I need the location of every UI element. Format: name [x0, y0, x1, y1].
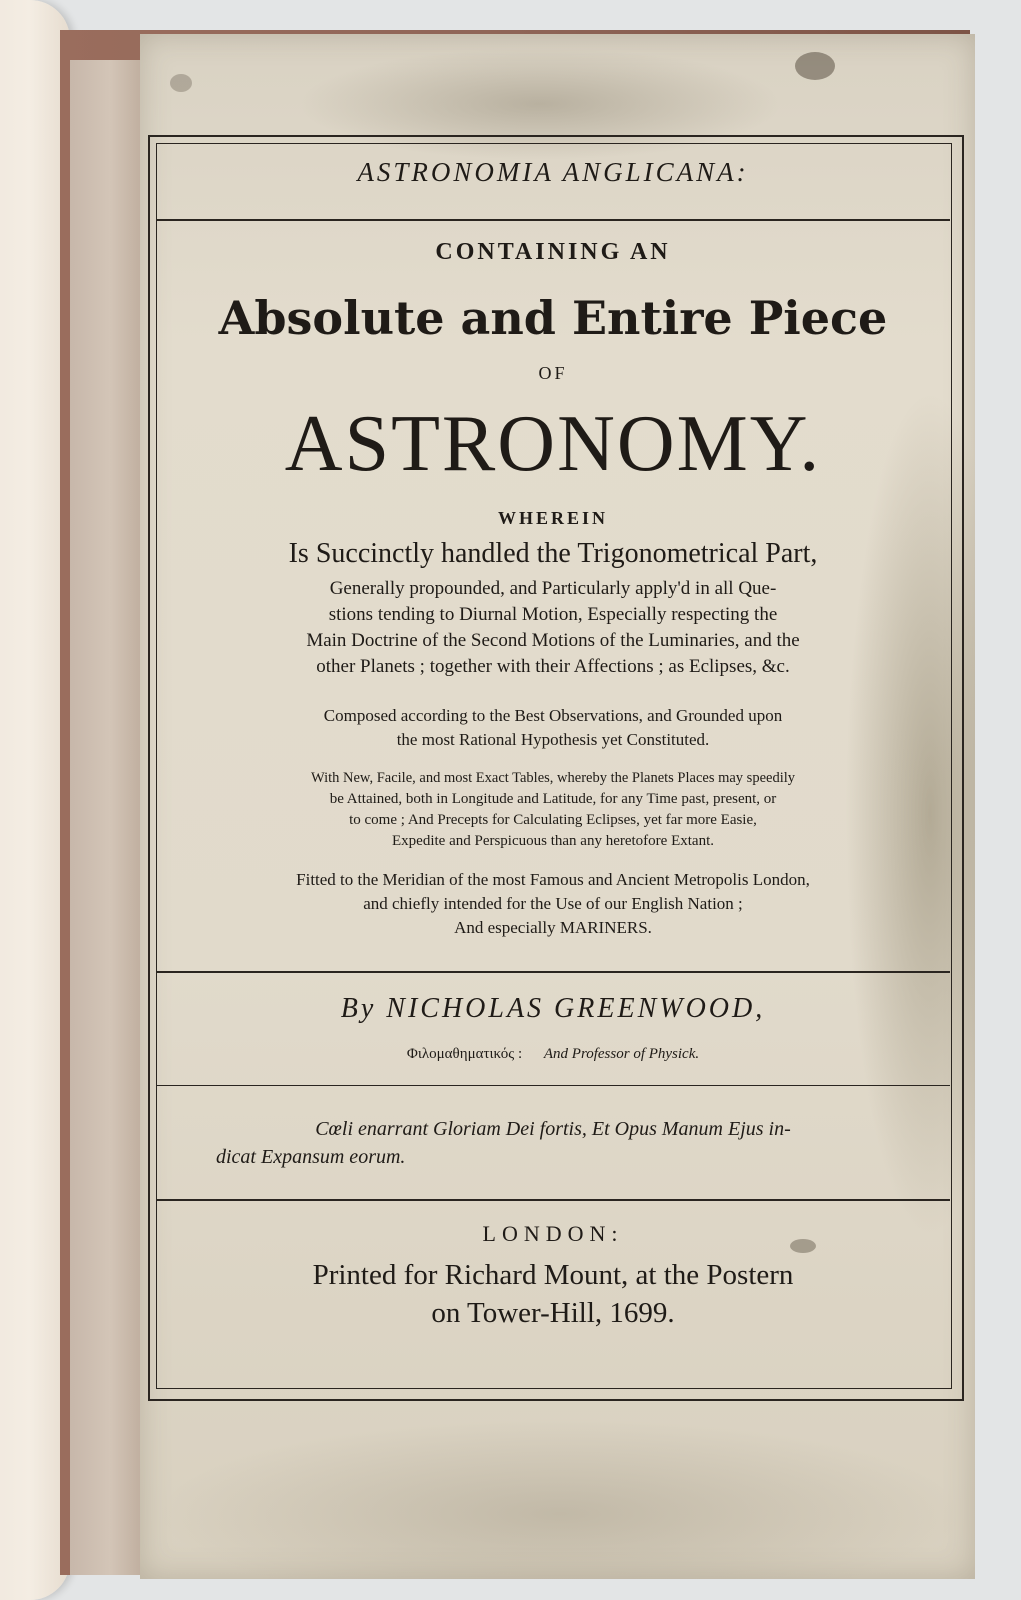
desc-4-line-2: and chiefly intended for the Use of our English Nation ; [363, 894, 743, 913]
imprint-place: LONDON: [482, 1221, 624, 1246]
professor-text: And Professor of Physick. [543, 1046, 700, 1062]
desc-3-line-1: With New, Facile, and most Exact Tables, whereby the Planets Places may speedily [310, 770, 796, 786]
book-gutter [70, 60, 150, 1575]
rule-4 [156, 1199, 950, 1201]
motto-line-2: dicat Expansum eorum. [216, 1146, 406, 1168]
author-line: By NICHOLAS GREENWOOD, [340, 993, 766, 1024]
greek-epithet: Φιλομαθηματικός : [406, 1046, 523, 1062]
rule-3 [156, 1085, 950, 1086]
foxing-spot [795, 52, 835, 80]
desc-1-line-4: Main Doctrine of the Second Motions of the Luminaries, and the [306, 630, 800, 651]
desc-2-line-1: Composed according to the Best Observations, and Grounded upon [323, 706, 783, 725]
rule-2 [156, 971, 950, 973]
top-title: ASTRONOMIA ANGLICANA: [357, 157, 749, 187]
blackletter-line: Absolute and Entire Piece [218, 291, 888, 345]
desc-2-line-2: the most Rational Hypothesis yet Constituted. [396, 730, 710, 749]
imprint-line-1: Printed for Richard Mount, at the Postern [312, 1259, 794, 1291]
desc-3-line-4: Expedite and Perspicuous than any heretofore Extant. [392, 833, 714, 849]
wherein-line: WHEREIN [497, 508, 608, 528]
imprint-line-2: on Tower-Hill, 1699. [431, 1297, 675, 1329]
desc-4-line-1: Fitted to the Meridian of the most Famous and Ancient Metropolis London, [296, 870, 810, 889]
foxing-spot [170, 74, 192, 92]
desc-4-line-3: And especially MARINERS. [454, 918, 652, 937]
rule-1 [156, 219, 950, 221]
of-line: OF [538, 363, 568, 383]
author-epithet-line [156, 1046, 950, 1063]
desc-1-line-3: stions tending to Diurnal Motion, Especially respecting the [328, 604, 778, 625]
title-page-text [156, 143, 950, 1387]
main-title: ASTRONOMY. [284, 400, 822, 488]
motto-line-1: Cœli enarrant Gloriam Dei fortis, Et Opus Manum Ejus in- [315, 1118, 791, 1140]
desc-1-line-5: other Planets ; together with their Affections ; as Eclipses, &c. [316, 656, 790, 677]
containing-line: CONTAINING AN [435, 239, 671, 265]
desc-1-line-1: Is Succinctly handled the Trigonometrical Part, [288, 538, 818, 569]
desc-3-line-2: be Attained, both in Longitude and Latitude, for any Time past, present, or [329, 791, 777, 807]
title-page [140, 34, 975, 1579]
desc-3-line-3: to come ; And Precepts for Calculating Eclipses, yet far more Easie, [349, 812, 757, 828]
desc-1-line-2: Generally propounded, and Particularly apply'd in all Que- [329, 578, 777, 599]
